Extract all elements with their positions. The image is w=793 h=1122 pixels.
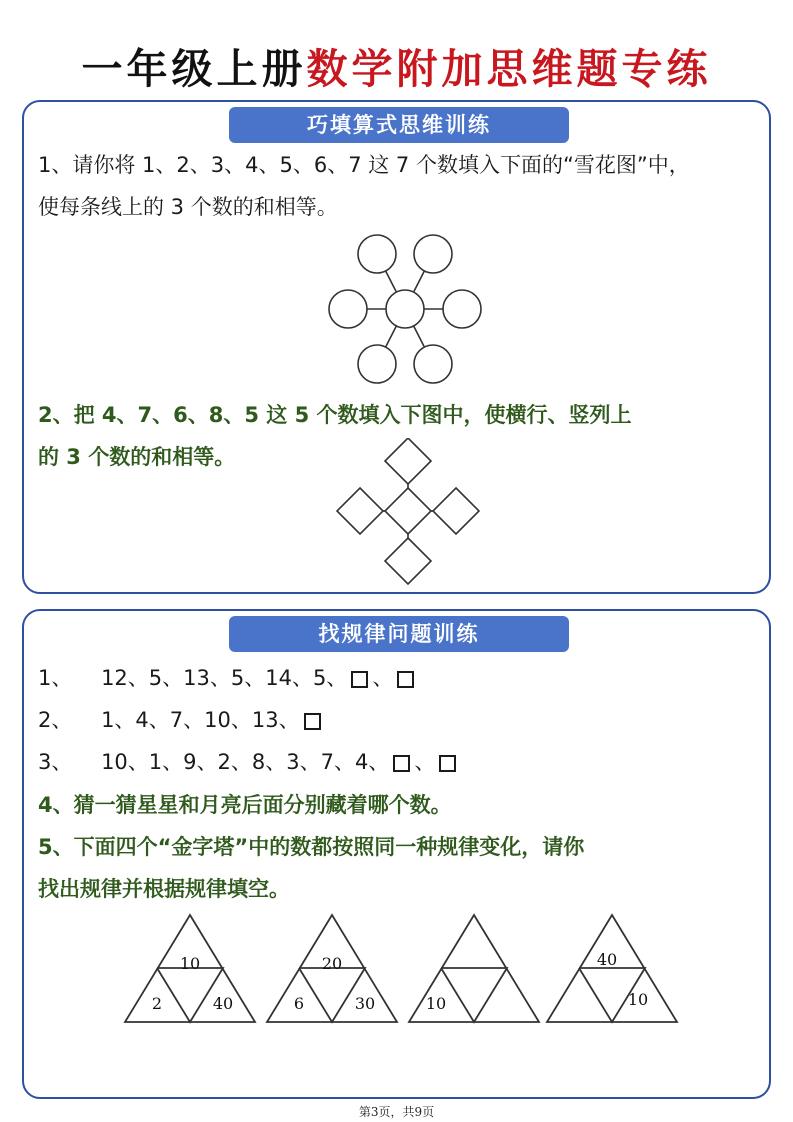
answer-box: [393, 755, 410, 772]
pyramid-4-right: 10: [627, 990, 649, 1009]
sequence-3-number: 3、: [38, 750, 73, 774]
sequence-1-values: 12、5、13、5、14、5、: [101, 666, 348, 690]
separator: 、: [372, 666, 394, 690]
pyramids-diagram: [120, 905, 680, 1030]
diamond-cell-bottom: [385, 538, 431, 584]
question-2-line-1: 2、把 4、7、6、8、5 这 5 个数填入下图中，使横行、竖列上: [38, 403, 632, 427]
diamond-cell-right: [433, 488, 479, 534]
question-1-line-2: 使每条线上的 3 个数的和相等。: [38, 195, 338, 219]
answer-box: [351, 671, 368, 688]
question-1-line-1: 1、请你将 1、2、3、4、5、6、7 这 7 个数填入下面的“雪花图”中，: [38, 153, 690, 177]
diamond-cell-left: [337, 488, 383, 534]
snowflake-diagram: [320, 228, 490, 390]
pyramid-1-right: 40: [212, 994, 234, 1013]
title-part-grade: 一年级上册: [81, 45, 307, 93]
snowflake-center-circle: [386, 290, 424, 328]
pyramid-2-right: 30: [354, 994, 376, 1013]
diamond-cell-center: [385, 488, 431, 534]
page-number: 第3页，共9页: [358, 1105, 435, 1119]
snowflake-circle: [329, 290, 367, 328]
snowflake-circle: [358, 235, 396, 273]
snowflake-circle: [443, 290, 481, 328]
sequence-3: [38, 742, 460, 782]
pyramid-3-left: 10: [425, 994, 447, 1013]
separator: 、: [414, 750, 436, 774]
question-5-line-2: 找出规律并根据规律填空。: [38, 877, 290, 901]
sequence-2-number: 2、: [38, 708, 73, 732]
snowflake-circle: [414, 235, 452, 273]
sequence-1: [38, 658, 418, 698]
sequence-2-values: 1、4、7、10、13、: [101, 708, 300, 732]
diamond-cell-top: [385, 438, 431, 484]
pyramid-1-left: 2: [151, 994, 163, 1013]
answer-box: [397, 671, 414, 688]
pyramid-2-top: 20: [321, 954, 343, 973]
diamond-cross-diagram: [330, 438, 480, 588]
section-banner-fill-equations: 巧填算式思维训练: [229, 107, 569, 143]
question-2-line-2: 的 3 个数的和相等。: [38, 445, 236, 469]
section-banner-find-patterns: 找规律问题训练: [229, 616, 569, 652]
answer-box: [439, 755, 456, 772]
snowflake-circle: [414, 345, 452, 383]
snowflake-circle: [358, 345, 396, 383]
pyramid-4-top: 40: [596, 950, 618, 969]
pyramid-1-top: 10: [179, 954, 201, 973]
page-title: [0, 36, 793, 95]
sequence-3-values: 10、1、9、2、8、3、7、4、: [101, 750, 390, 774]
title-part-topic: 数学附加思维题专练: [306, 45, 712, 93]
sequence-2: [38, 700, 325, 740]
sequence-1-number: 1、: [38, 666, 73, 690]
question-4: 4、猜一猜星星和月亮后面分别藏着哪个数。: [38, 793, 452, 817]
pyramid-2-left: 6: [293, 994, 305, 1013]
answer-box: [304, 713, 321, 730]
question-5-line-1: 5、下面四个“金字塔”中的数都按照同一种规律变化，请你: [38, 835, 585, 859]
